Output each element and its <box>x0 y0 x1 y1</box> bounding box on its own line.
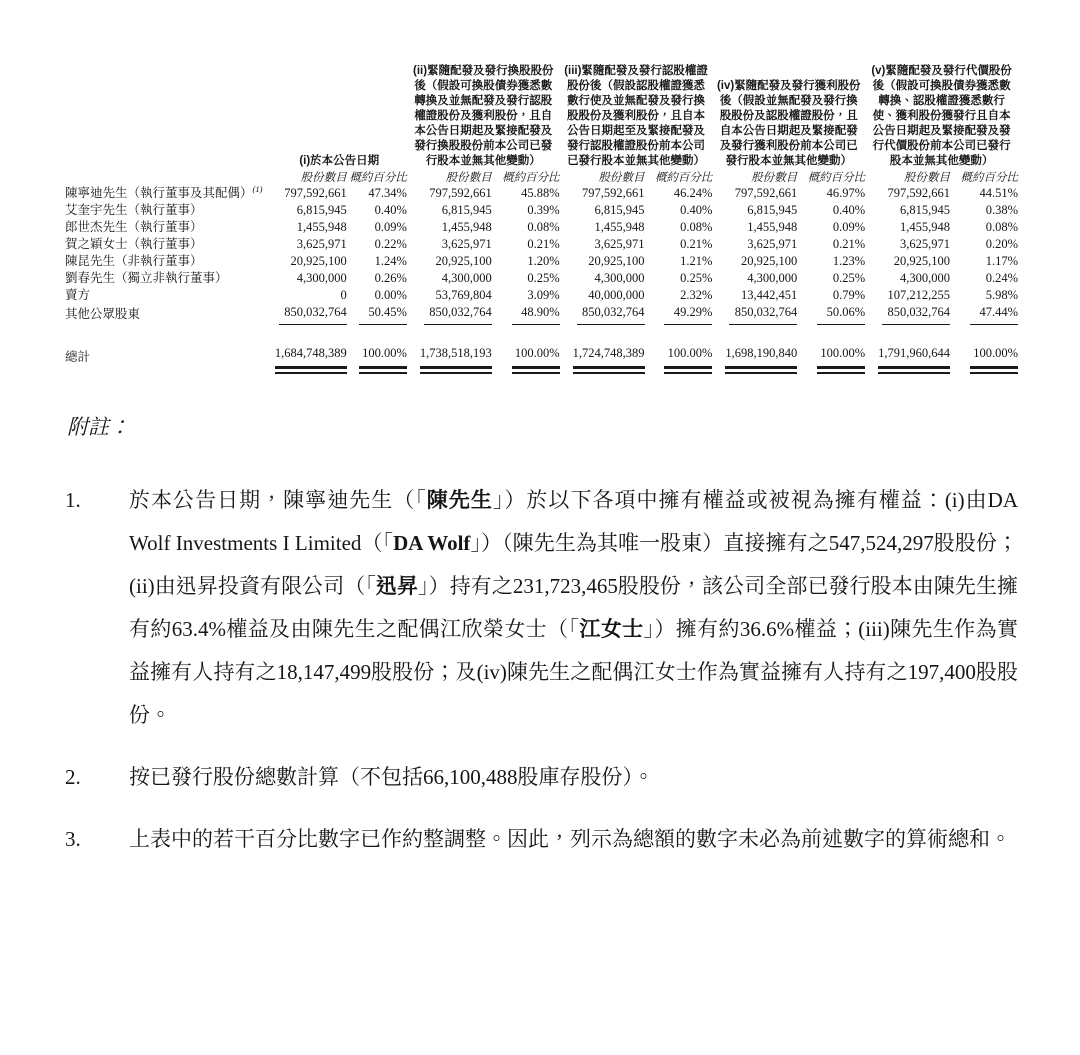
share-count-cell <box>407 185 492 202</box>
share-count-value: 797,592,661 <box>887 186 951 200</box>
share-count-cell <box>865 253 950 270</box>
percentage-cell <box>645 304 713 325</box>
share-count-value: 1,455,948 <box>594 220 645 234</box>
share-count-cell <box>712 270 797 287</box>
total-percentage-value: 100.00% <box>817 345 865 369</box>
shareholder-name: 陳寧迪先生（執行董事及其配偶）$^{(1)}$ <box>65 183 263 200</box>
table-head <box>65 64 1018 185</box>
note-plain-text: 」）於以下各項中擁有權益或被視為擁有權益：(i)由DA Wolf Investments I Limited（「 <box>129 488 1019 555</box>
total-share-count-value: 1,738,518,193 <box>420 345 492 369</box>
share-count-cell <box>272 253 347 270</box>
note-text <box>129 479 1018 737</box>
share-count-cell <box>712 253 797 270</box>
table-row <box>65 202 1018 219</box>
column-group-title-text: (iii)緊隨配發及發行認股權證股份後（假設認股權證獲悉數行使及並無配發及發行換股股份及獲利股份，且自本公告日期起至及緊接配發及發行認股權證股份前本公司已發行股本並無其他變動） <box>564 65 708 167</box>
share-count-cell <box>865 236 950 253</box>
share-count-cell <box>865 287 950 304</box>
share-count-cell <box>560 304 645 325</box>
note-item <box>65 756 1018 799</box>
note-number: 3. <box>65 827 81 851</box>
subheader-percent: 概約百分比 <box>807 172 866 184</box>
percentage-value: 1.24% <box>374 254 407 268</box>
share-count-value: 850,032,764 <box>882 304 950 325</box>
percentage-cell <box>950 270 1018 287</box>
percentage-value: 0.40% <box>680 203 713 217</box>
percentage-cell <box>950 253 1018 270</box>
share-count-value: 20,925,100 <box>893 254 951 268</box>
subheader-shares: 股份數目 <box>445 172 492 184</box>
share-count-value: 797,592,661 <box>284 186 347 200</box>
percentage-cell <box>797 270 865 287</box>
column-group-title-text: (ii)緊隨配發及發行換股股份後（假設可換股債券獲悉數轉換及並無配發及發行認股權證股份及獲利股份，且自本公告日期起及緊接配發及發行換股股份前本公司已發行股本並無其他變動） <box>413 65 554 167</box>
percentage-value: 0.09% <box>832 220 866 234</box>
percentage-cell <box>347 185 407 202</box>
percentage-value: 48.90% <box>512 304 560 325</box>
table-row <box>65 219 1018 236</box>
share-count-cell <box>272 287 347 304</box>
total-percentage-value: 100.00% <box>970 345 1018 369</box>
subheader-shares: 股份數目 <box>598 172 645 184</box>
percentage-value: 0.21% <box>527 237 560 251</box>
share-count-value: 1,455,948 <box>296 220 347 234</box>
total-share-count-value: 1,791,960,644 <box>878 345 950 369</box>
share-count-value: 3,625,971 <box>747 237 798 251</box>
share-count-value: 6,815,945 <box>441 203 492 217</box>
share-count-cell <box>407 304 492 325</box>
percentage-cell <box>797 253 865 270</box>
table-row <box>65 287 1018 304</box>
share-count-cell <box>865 219 950 236</box>
total-share-count-cell <box>712 325 797 369</box>
share-count-value: 20,925,100 <box>290 254 347 268</box>
percentage-cell <box>347 287 407 304</box>
note-number: 1. <box>65 488 81 512</box>
percentage-value: 0.00% <box>374 288 407 302</box>
percentage-cell <box>645 219 713 236</box>
share-count-value: 850,032,764 <box>729 304 797 325</box>
note-plain-text: 」）擁有約36.6%權益；(iii)陳先生作為實益擁有人持有之18,147,499股股份；及(iv)陳先生之配偶江女士作為實益擁有人持有之197,400股股份。 <box>129 617 1019 727</box>
share-count-cell <box>712 236 797 253</box>
note-plain-text: 」）持有之231,723,465股股份，該公司全部已發行股本由陳先生擁有約63.4%權益及由陳先生之配偶江欣榮女士（「 <box>129 574 1019 641</box>
percentage-cell <box>950 202 1018 219</box>
percentage-value: 44.51% <box>979 186 1018 200</box>
share-count-cell <box>272 236 347 253</box>
total-percentage-cell <box>950 325 1018 369</box>
percentage-value: 50.06% <box>817 304 865 325</box>
total-row <box>65 325 1018 369</box>
total-share-count-cell <box>560 325 645 369</box>
percentage-cell <box>797 185 865 202</box>
share-count-value: 53,769,804 <box>435 288 492 302</box>
share-count-value: 3,625,971 <box>594 237 645 251</box>
total-label: 總計 <box>65 349 91 364</box>
percentage-cell <box>347 253 407 270</box>
percentage-value: 49.29% <box>664 304 712 325</box>
share-count-cell <box>407 236 492 253</box>
header-label-spacer <box>65 64 272 169</box>
column-group-title <box>272 64 407 169</box>
percentage-cell <box>347 236 407 253</box>
share-count-cell <box>865 202 950 219</box>
share-count-cell <box>407 202 492 219</box>
share-count-value: 4,300,000 <box>747 271 798 285</box>
share-count-cell <box>712 202 797 219</box>
percentage-cell <box>492 270 560 287</box>
note-bold-term: 陳先生 <box>426 488 493 512</box>
share-count-value: 6,815,945 <box>594 203 645 217</box>
percentage-value: 0.25% <box>527 271 560 285</box>
shareholder-name: 賀之穎女士（執行董事） <box>65 237 203 251</box>
percentage-cell <box>797 202 865 219</box>
share-count-value: 797,592,661 <box>429 186 492 200</box>
share-count-cell <box>272 270 347 287</box>
notes-heading: 附註： <box>67 415 130 439</box>
percentage-cell <box>492 185 560 202</box>
note-plain-text: 於本公告日期，陳寧迪先生（「 <box>129 488 427 512</box>
share-count-cell <box>865 270 950 287</box>
percentage-value: 0.40% <box>832 203 866 217</box>
percentage-cell <box>645 202 713 219</box>
percentage-value: 46.24% <box>673 186 713 200</box>
share-count-cell <box>560 236 645 253</box>
note-plain-text: 上表中的若干百分比數字已作約整調整。因此，列示為總額的數字未必為前述數字的算術總和。 <box>129 827 1011 851</box>
share-count-value: 20,925,100 <box>741 254 798 268</box>
percentage-value: 0.25% <box>680 271 713 285</box>
share-count-value: 4,300,000 <box>594 271 645 285</box>
note-plain-text: 按已發行股份總數計算（不包括66,100,488股庫存股份）。 <box>129 765 654 789</box>
share-count-cell <box>712 304 797 325</box>
note-number: 2. <box>65 765 81 789</box>
percentage-value: 0.40% <box>374 203 407 217</box>
percentage-cell <box>797 236 865 253</box>
note-item <box>65 479 1018 737</box>
table-row <box>65 253 1018 270</box>
total-percentage-cell <box>347 325 407 369</box>
percentage-cell <box>645 253 713 270</box>
note-bold-term: 迅昇 <box>375 574 419 598</box>
share-count-value: 3,625,971 <box>296 237 347 251</box>
percentage-cell <box>645 287 713 304</box>
table-row <box>65 270 1018 287</box>
share-count-value: 13,442,451 <box>741 288 798 302</box>
total-percentage-value: 100.00% <box>664 345 712 369</box>
percentage-value: 0.21% <box>832 237 866 251</box>
percentage-value: 50.45% <box>359 304 407 325</box>
notes-section <box>65 411 1018 861</box>
footnote-marker: (1) <box>252 183 263 194</box>
percentage-value: 0.79% <box>832 288 866 302</box>
column-group-title-text: (i)於本公告日期 <box>299 155 380 167</box>
total-percentage-value: 100.00% <box>359 345 407 369</box>
percentage-cell <box>797 304 865 325</box>
percentage-value: 0.08% <box>985 220 1018 234</box>
share-count-cell <box>407 287 492 304</box>
percentage-value: 1.17% <box>985 254 1018 268</box>
percentage-value: 45.88% <box>521 186 560 200</box>
share-count-value: 6,815,945 <box>900 203 951 217</box>
share-count-cell <box>272 304 347 325</box>
share-count-value: 4,300,000 <box>296 271 347 285</box>
percentage-cell <box>347 304 407 325</box>
subheader-shares: 股份數目 <box>751 172 798 184</box>
total-percentage-cell <box>797 325 865 369</box>
column-group-title <box>560 64 713 169</box>
notes-list <box>65 479 1018 861</box>
share-count-cell <box>560 219 645 236</box>
share-count-value: 3,625,971 <box>900 237 951 251</box>
percentage-value: 0.24% <box>985 271 1018 285</box>
percentage-value: 47.44% <box>970 304 1018 325</box>
total-share-count-cell <box>272 325 347 369</box>
share-count-value: 0 <box>340 288 347 302</box>
share-count-cell <box>272 202 347 219</box>
subheader-label-spacer <box>65 169 272 185</box>
percentage-value: 0.26% <box>374 271 407 285</box>
shareholder-name: 其他公眾股東 <box>65 307 141 321</box>
total-share-count-value: 1,724,748,389 <box>573 345 645 369</box>
column-group-title <box>865 64 1018 169</box>
share-count-cell <box>560 185 645 202</box>
percentage-cell <box>950 304 1018 325</box>
percentage-cell <box>645 236 713 253</box>
share-count-value: 1,455,948 <box>747 220 798 234</box>
note-text <box>129 756 1018 799</box>
share-count-cell <box>560 202 645 219</box>
share-count-value: 4,300,000 <box>441 271 492 285</box>
percentage-cell <box>492 236 560 253</box>
shareholder-name: 賣方 <box>65 288 91 302</box>
percentage-cell <box>797 219 865 236</box>
share-count-cell <box>407 253 492 270</box>
percentage-value: 0.09% <box>374 220 407 234</box>
total-share-count-value: 1,684,748,389 <box>275 345 347 369</box>
share-count-value: 20,925,100 <box>588 254 645 268</box>
percentage-cell <box>347 270 407 287</box>
shareholder-name: 郎世杰先生（執行董事） <box>65 220 203 234</box>
shareholder-name: 艾奎宇先生（執行董事） <box>65 203 203 217</box>
percentage-cell <box>950 185 1018 202</box>
share-count-value: 107,212,255 <box>887 288 951 302</box>
percentage-value: 0.38% <box>985 203 1018 217</box>
subheader-percent: 概約百分比 <box>960 172 1018 184</box>
percentage-value: 47.34% <box>368 186 407 200</box>
percentage-value: 1.21% <box>680 254 713 268</box>
percentage-cell <box>492 304 560 325</box>
note-text <box>129 818 1018 861</box>
share-count-cell <box>560 253 645 270</box>
percentage-cell <box>950 236 1018 253</box>
share-count-value: 850,032,764 <box>424 304 492 325</box>
percentage-value: 1.23% <box>832 254 866 268</box>
column-group-title-text: (iv)緊隨配發及發行獲利股份後（假設並無配發及發行換股股份及認股權證股份，且自本公告日期起及緊接配發及發行獲利股份前本公司已發行股本並無其他變動） <box>716 80 861 167</box>
share-count-value: 3,625,971 <box>441 237 492 251</box>
total-percentage-cell <box>645 325 713 369</box>
column-group-title <box>712 64 865 169</box>
shareholder-name: 陳昆先生（非執行董事） <box>65 254 203 268</box>
shareholding-table <box>65 64 1018 369</box>
percentage-cell <box>492 219 560 236</box>
table-row <box>65 185 1018 202</box>
column-group-title <box>407 64 560 169</box>
share-count-value: 1,455,948 <box>900 220 951 234</box>
total-share-count-cell <box>407 325 492 369</box>
percentage-cell <box>950 219 1018 236</box>
table-subheader-row <box>65 169 1018 185</box>
share-count-cell <box>272 185 347 202</box>
subheader-shares: 股份數目 <box>904 172 951 184</box>
share-count-cell <box>272 219 347 236</box>
percentage-cell <box>492 202 560 219</box>
note-item <box>65 818 1018 861</box>
total-percentage-cell <box>492 325 560 369</box>
table-row <box>65 236 1018 253</box>
total-percentage-value: 100.00% <box>512 345 560 369</box>
share-count-value: 797,592,661 <box>734 186 798 200</box>
percentage-value: 0.22% <box>374 237 407 251</box>
note-bold-term: DA Wolf <box>393 531 471 555</box>
percentage-cell <box>347 219 407 236</box>
share-count-cell <box>865 304 950 325</box>
share-count-cell <box>712 185 797 202</box>
percentage-cell <box>492 253 560 270</box>
subheader-percent: 概約百分比 <box>502 172 560 184</box>
subheader-percent: 概約百分比 <box>349 172 407 184</box>
percentage-cell <box>797 287 865 304</box>
share-count-value: 40,000,000 <box>588 288 645 302</box>
percentage-value: 2.32% <box>680 288 713 302</box>
percentage-cell <box>347 202 407 219</box>
table-row <box>65 304 1018 325</box>
column-group-title-text: (v)緊隨配發及發行代價股份後（假設可換股債券獲悉數轉換、認股權證獲悉數行使、獲利股份獲發行且自本公告日期起及緊接配發及發行代價股份前本公司已發行股本並無其他變動） <box>871 65 1012 167</box>
percentage-value: 5.98% <box>985 288 1018 302</box>
share-count-value: 1,455,948 <box>441 220 492 234</box>
share-count-cell <box>560 287 645 304</box>
shareholder-name: 劉春先生（獨立非執行董事） <box>65 271 228 285</box>
table-body <box>65 185 1018 369</box>
share-count-value: 20,925,100 <box>435 254 492 268</box>
percentage-value: 46.97% <box>826 186 866 200</box>
percentage-value: 1.20% <box>527 254 560 268</box>
percentage-value: 0.39% <box>527 203 560 217</box>
percentage-cell <box>950 287 1018 304</box>
share-count-cell <box>407 270 492 287</box>
subheader-percent: 概約百分比 <box>654 172 713 184</box>
share-count-value: 850,032,764 <box>279 304 347 325</box>
note-bold-term: 江女士 <box>579 617 644 641</box>
share-count-cell <box>865 185 950 202</box>
percentage-value: 0.25% <box>832 271 866 285</box>
share-count-value: 4,300,000 <box>900 271 951 285</box>
percentage-value: 0.20% <box>985 237 1018 251</box>
share-count-value: 850,032,764 <box>577 304 645 325</box>
share-count-value: 6,815,945 <box>296 203 347 217</box>
percentage-value: 0.08% <box>527 220 560 234</box>
percentage-cell <box>645 185 713 202</box>
note-plain-text: 」）（陳先生為其唯一股東）直接擁有之547,524,297股股份；(ii)由迅昇投資有限公司（「 <box>129 531 1019 598</box>
percentage-value: 0.21% <box>680 237 713 251</box>
percentage-value: 3.09% <box>527 288 560 302</box>
share-count-cell <box>560 270 645 287</box>
subheader-shares: 股份數目 <box>300 172 347 184</box>
share-count-cell <box>407 219 492 236</box>
percentage-cell <box>645 270 713 287</box>
share-count-value: 6,815,945 <box>747 203 798 217</box>
total-share-count-value: 1,698,190,840 <box>725 345 797 369</box>
table-header-row <box>65 64 1018 169</box>
percentage-cell <box>492 287 560 304</box>
percentage-value: 0.08% <box>680 220 713 234</box>
share-count-value: 797,592,661 <box>582 186 645 200</box>
share-count-cell <box>712 287 797 304</box>
share-count-cell <box>712 219 797 236</box>
total-share-count-cell <box>865 325 950 369</box>
